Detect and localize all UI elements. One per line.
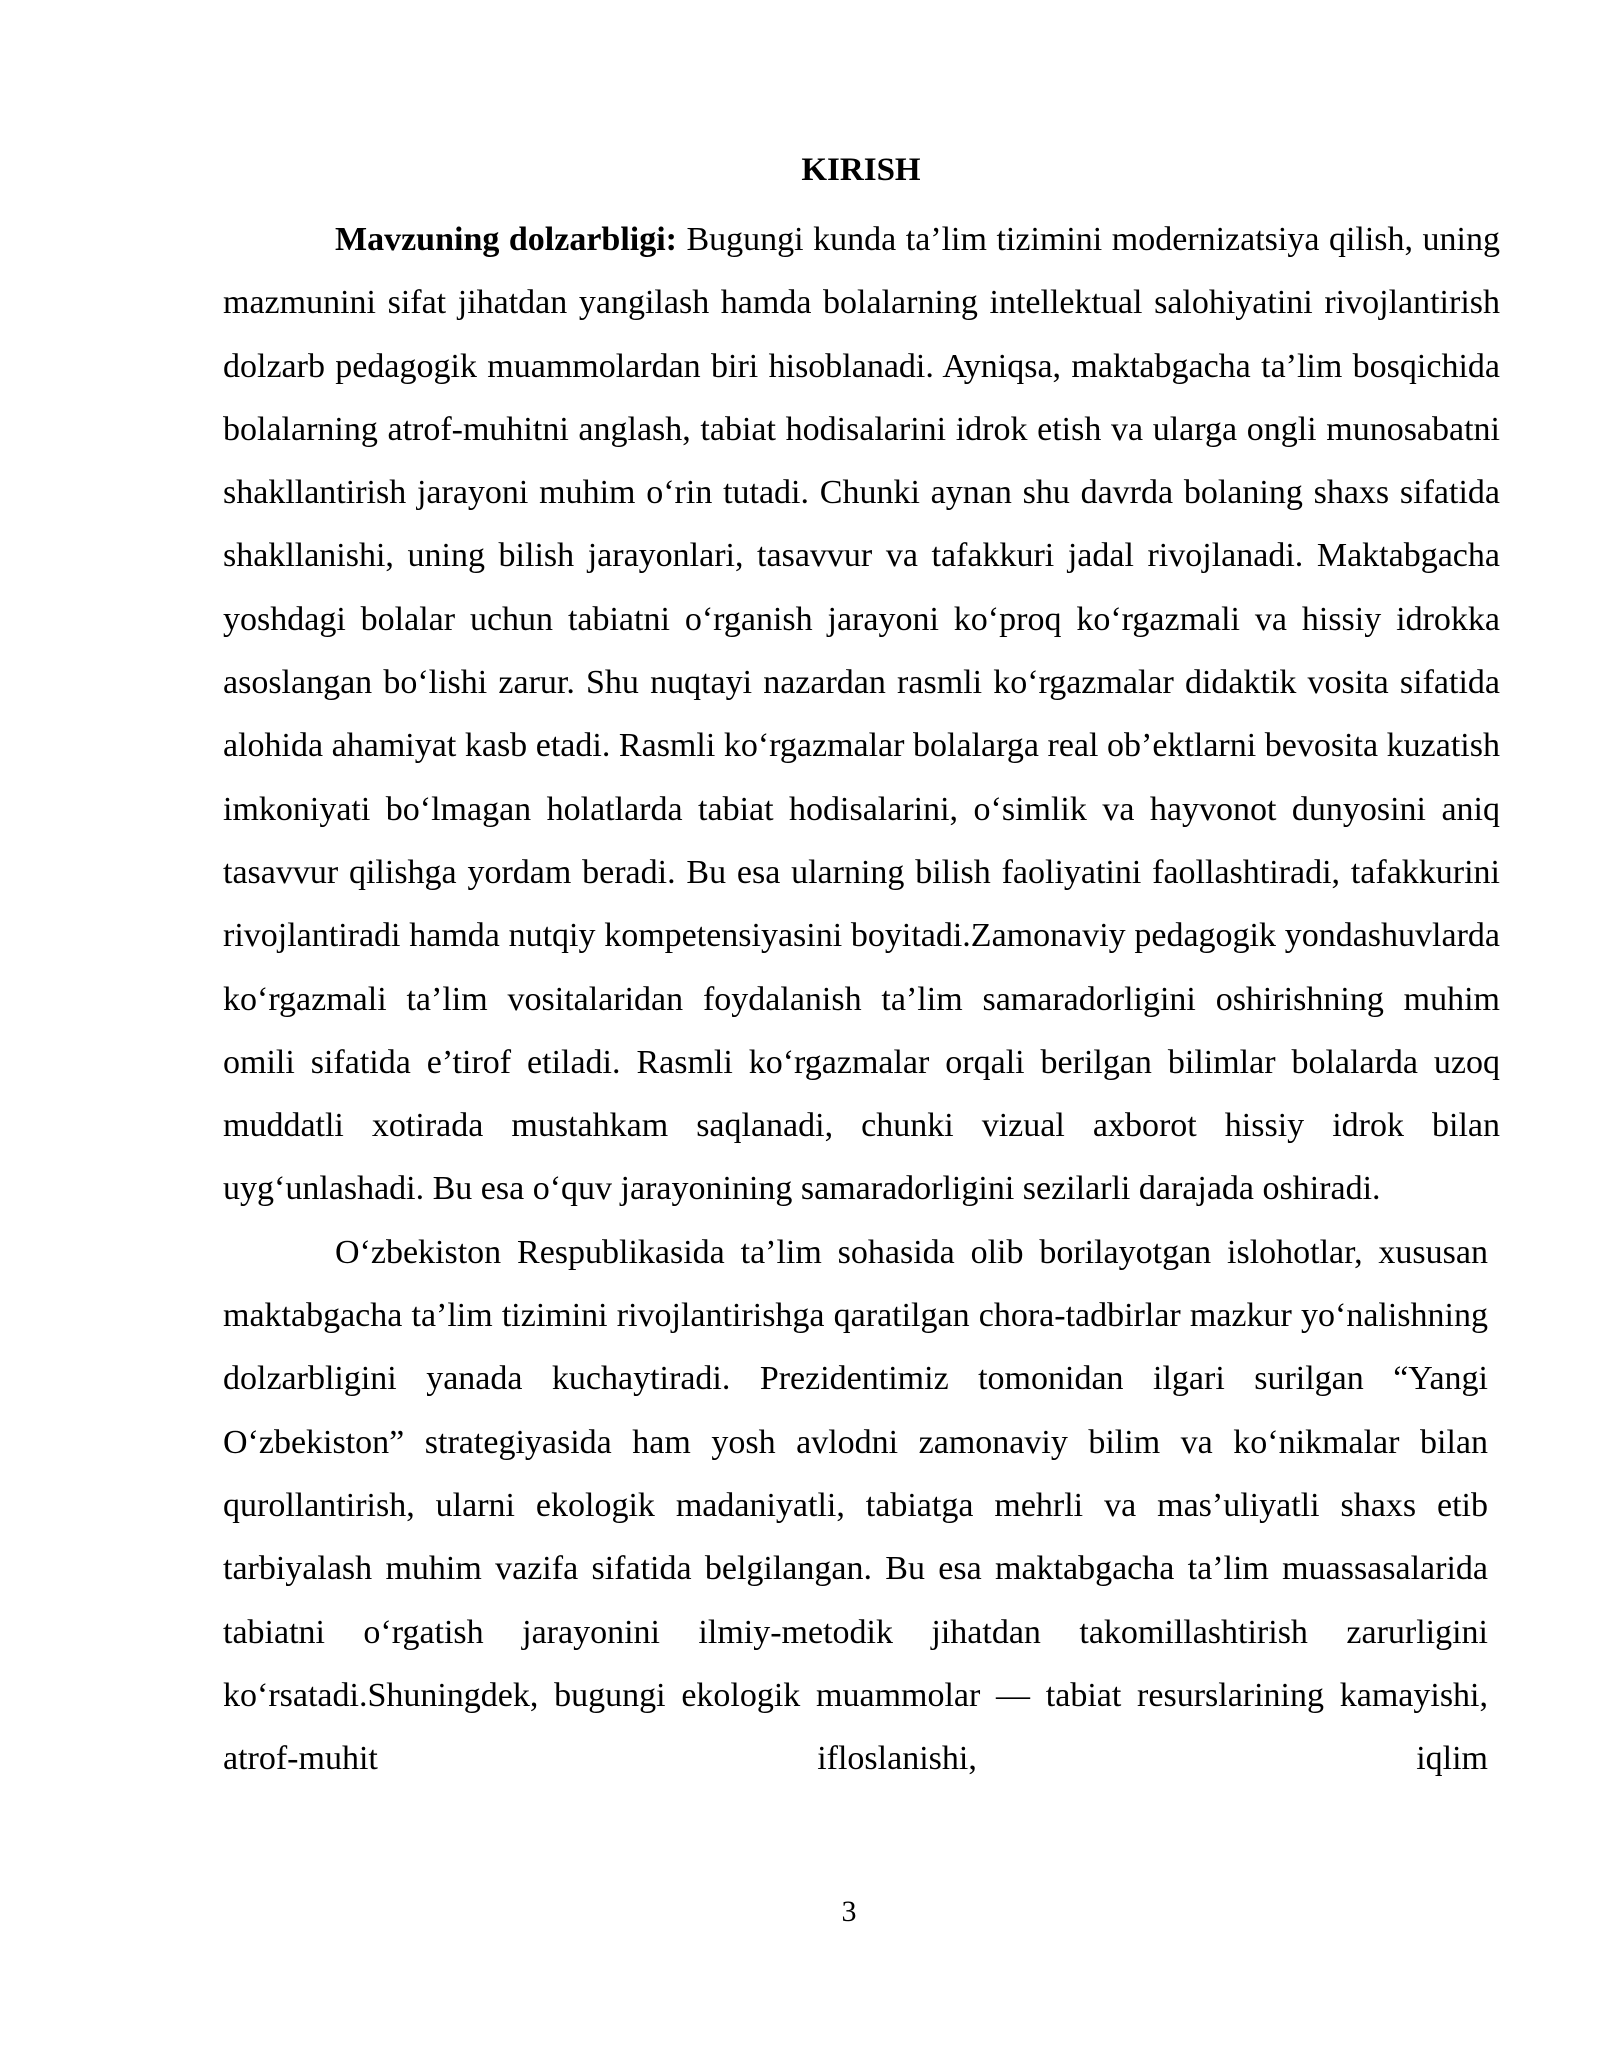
body-text bbox=[223, 208, 1500, 1790]
paragraph-lead: Mavzuning dolzarbligi: bbox=[335, 221, 677, 258]
section-heading: KIRISH bbox=[801, 152, 921, 188]
paragraph-relevance bbox=[223, 208, 1500, 1221]
page-number: 3 bbox=[841, 1895, 857, 1928]
paragraph-reforms: O‘zbekiston Respublikasida ta’lim sohasida olib borilayotgan islohotlar, xususan maktabgacha ta’lim tizimini rivojlantirishga qaratilgan chora-tadbirlar mazkur yo‘nalishning dolzarbligini yanada kuchaytiradi. Prezidentimiz tomonidan ilgari surilgan “Yangi O‘zbekiston” strategiyasida ham yosh avlodni zamonaviy bilim va ko‘nikmalar bilan qurollantirish, ularni ekologik madaniyatli, tabiatga mehrli va mas’uliyatli shaxs etib tarbiyalash muhim vazifa sifatida belgilangan. Bu esa maktabgacha ta’lim muassasalarida tabiatni o‘rgatish jarayonini ilmiy-metodik jihatdan takomillashtirish zarurligini ko‘rsatadi.Shuningdek, bugungi ekologik muammolar — tabiat resurslarining kamayishi, atrof-muhit ifloslanishi, iqlim bbox=[223, 1233, 1488, 1778]
paragraph-text: Bugungi kunda ta’lim tizimini modernizatsiya qilish, uning mazmunini sifat jihatdan yangilash hamda bolalarning intellektual salohiyatini rivojlantirish dolzarb pedagogik muammolardan biri hisoblanadi. Ayniqsa, maktabgacha ta’lim bosqichida bolalarning atrof-muhitni anglash, tabiat hodisalarini idrok etish va ularga ongli munosabatni shakllantirish jarayoni muhim o‘rin tutadi. Chunki aynan shu davrda bolaning shaxs sifatida shakllanishi, uning bilish jarayonlari, tasavvur va tafakkuri jadal rivojlanadi. Maktabgacha yoshdagi bolalar uchun tabiatni o‘rganish jarayoni ko‘proq ko‘rgazmali va hissiy idrokka asoslangan bo‘lishi zarur. Shu nuqtayi nazardan rasmli ko‘rgazmalar didaktik vosita sifatida alohida ahamiyat kasb etadi. Rasmli ko‘rgazmalar bolalarga real ob’ektlarni bevosita kuzatish imkoniyati bo‘lmagan holatlarda tabiat hodisalarini, o‘simlik va hayvonot dunyosini aniq tasavvur qilishga yordam beradi. Bu esa ularning bilish faoliyatini faollashtiradi, tafakkurini rivojlantiradi hamda nutqiy kompetensiyasini boyitadi.Zamonaviy pedagogik yondashuvlarda ko‘rgazmali ta’lim vositalaridan foydalanish ta’lim samaradorligini oshirishning muhim omili sifatida e’tirof etiladi. Rasmli ko‘rgazmalar orqali berilgan bilimlar bolalarda uzoq muddatli xotirada mustahkam saqlanadi, chunki vizual axborot hissiy idrok bilan uyg‘unlashadi. Bu esa o‘quv jarayonining samaradorligini sezilarli darajada oshiradi. bbox=[223, 221, 1500, 1208]
